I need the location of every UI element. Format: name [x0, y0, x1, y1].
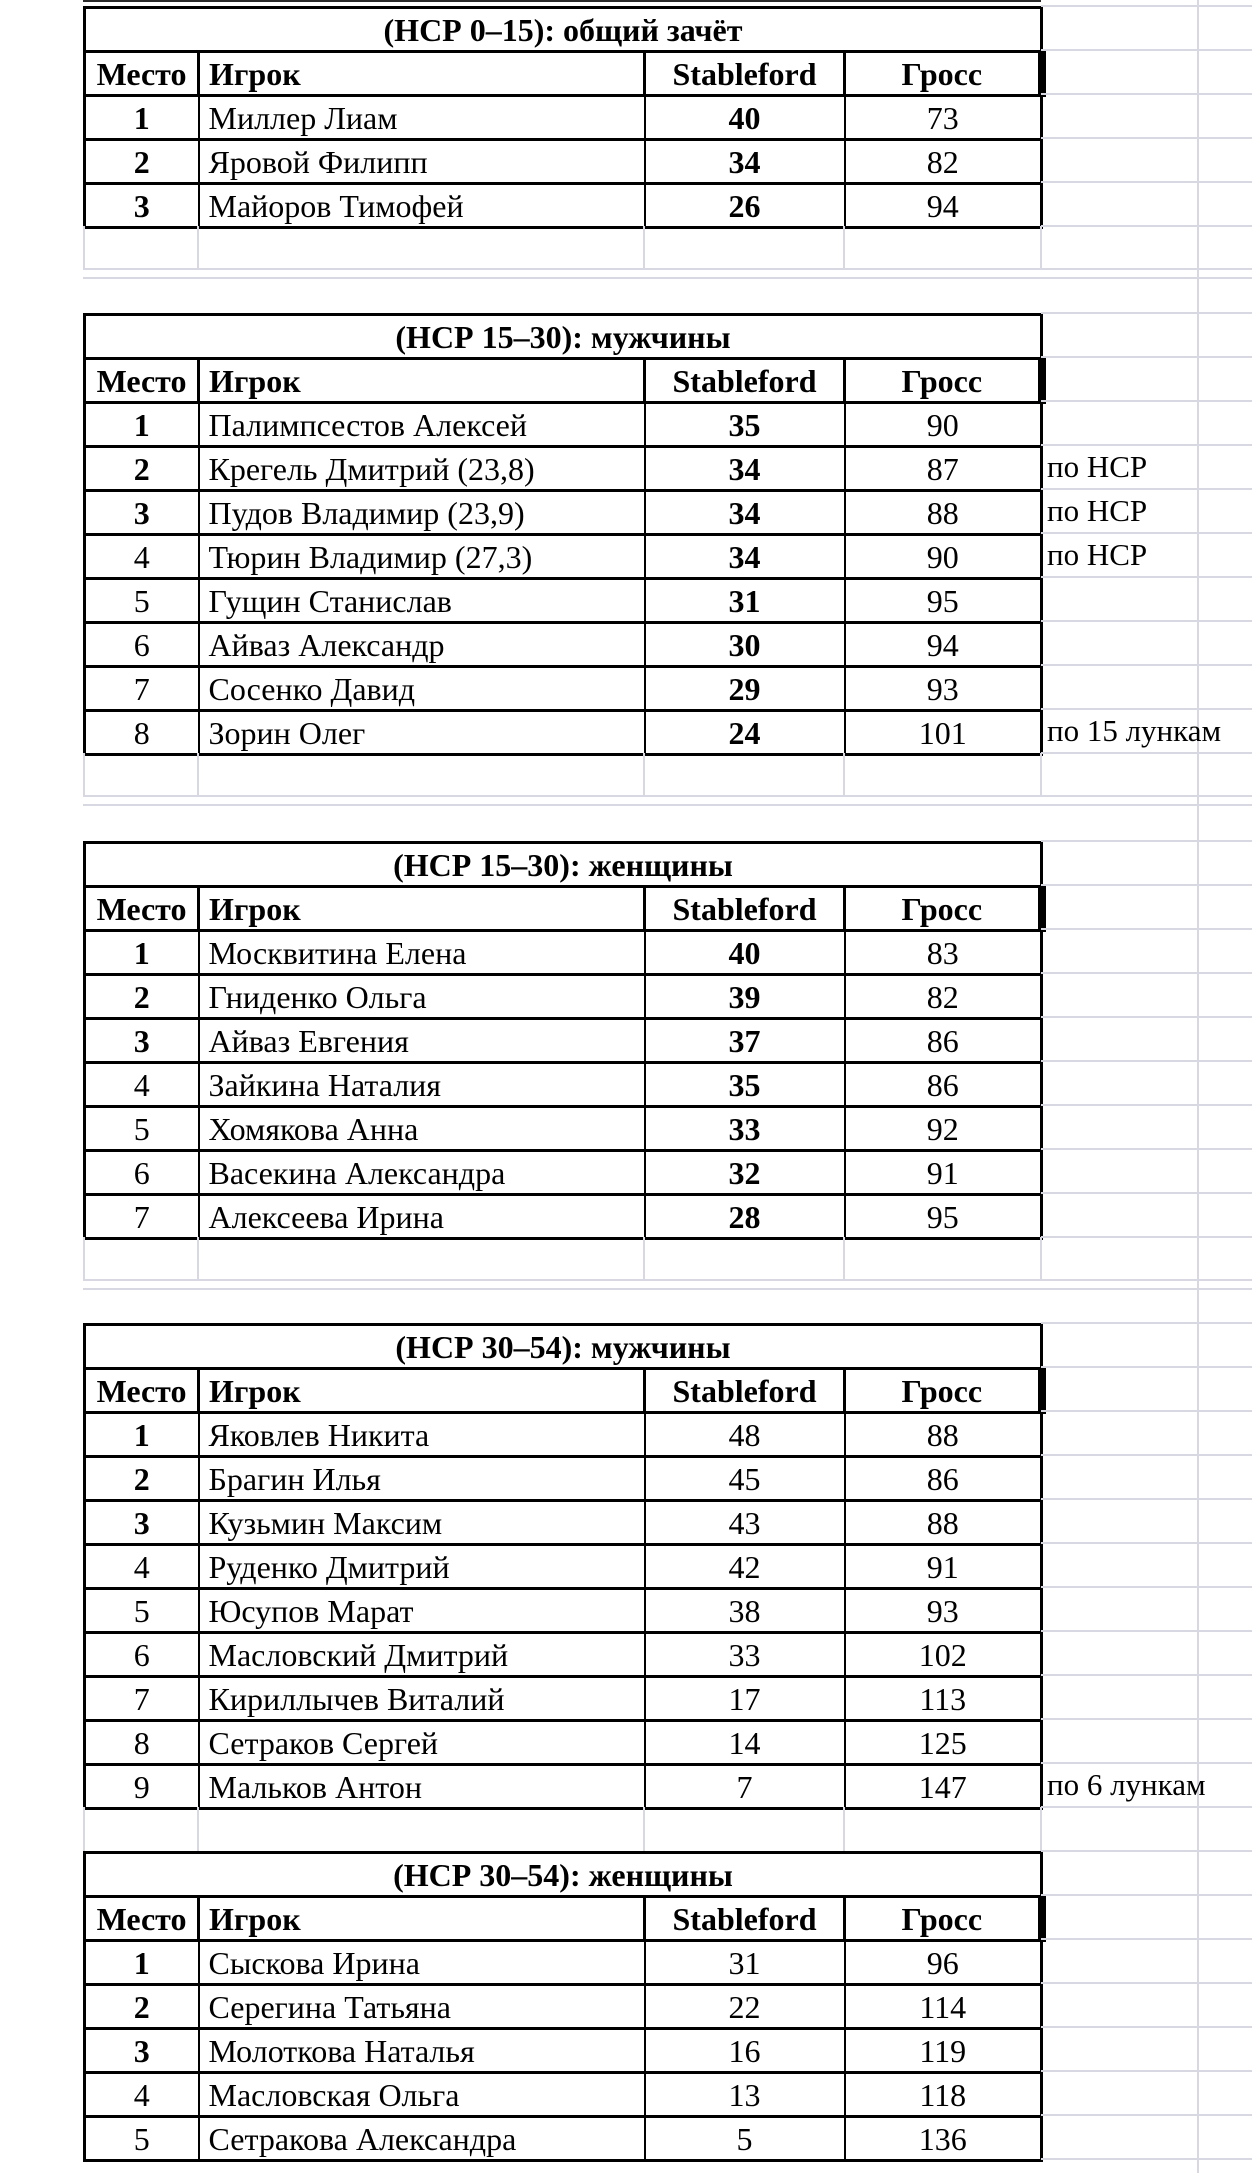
player-cell: Пудов Владимир (23,9): [199, 491, 645, 535]
table-row: [85, 535, 1042, 579]
gridline-h: [1041, 1982, 1252, 1984]
tiebreak-note: по 6 лункам: [1047, 1767, 1206, 1802]
place-cell: 7: [85, 1195, 199, 1239]
gridline-v: [1040, 1237, 1042, 1279]
header-row: [85, 52, 1042, 96]
gross-cell: 136: [845, 2117, 1042, 2161]
results-table-1: [83, 6, 1046, 229]
gross-cell: 102: [845, 1633, 1042, 1677]
player-cell: Миллер Лиам: [199, 96, 645, 140]
gross-cell: 88: [845, 1413, 1042, 1457]
stableford-cell: 26: [645, 184, 845, 228]
table-row: [85, 711, 1042, 755]
gridline-v: [83, 226, 85, 268]
place-cell: 1: [85, 96, 199, 140]
column-header-stableford: Stableford: [645, 359, 845, 403]
gross-cell: 87: [845, 447, 1042, 491]
player-cell: Серегина Татьяна: [199, 1985, 645, 2029]
gross-cell: 93: [845, 1589, 1042, 1633]
table-row: [85, 1151, 1042, 1195]
stableford-cell: 34: [645, 447, 845, 491]
gridline-h: [1041, 884, 1252, 886]
table-row: [85, 96, 1042, 140]
column-header-stableford: Stableford: [645, 887, 845, 931]
place-cell: 5: [85, 579, 199, 623]
column-header-gross: Гросс: [845, 1369, 1042, 1413]
stableford-cell: 34: [645, 140, 845, 184]
gridline-v: [643, 1807, 645, 1851]
gridline-h: [1041, 840, 1252, 842]
table-title: (НСР 0–15): общий зачёт: [85, 8, 1042, 52]
stableford-cell: 13: [645, 2073, 845, 2117]
table-row: [85, 1633, 1042, 1677]
column-header-gross: Гросс: [845, 52, 1042, 96]
gridline-h: [1041, 1410, 1252, 1412]
player-cell: Сетракова Александра: [199, 2117, 645, 2161]
gridline-h: [1041, 1322, 1252, 1324]
place-cell: 1: [85, 1941, 199, 1985]
tiebreak-note: по НСР: [1047, 449, 1148, 484]
gridline-v: [1197, 0, 1199, 2173]
place-cell: 5: [85, 1589, 199, 1633]
gridline-h: [1041, 488, 1252, 490]
header-row: [85, 887, 1042, 931]
place-cell: 4: [85, 1063, 199, 1107]
gridline-v: [643, 226, 645, 268]
place-cell: 2: [85, 975, 199, 1019]
column-header-place: Место: [85, 1369, 199, 1413]
gross-cell: 113: [845, 1677, 1042, 1721]
gridline-h: [1041, 1104, 1252, 1106]
gross-cell: 114: [845, 1985, 1042, 2029]
column-header-stableford: Stableford: [645, 1369, 845, 1413]
table-row: [85, 491, 1042, 535]
gridline-h: [1041, 312, 1252, 314]
place-cell: 5: [85, 1107, 199, 1151]
gridline-h: [83, 804, 1252, 806]
table-title: (НСР 15–30): мужчины: [85, 315, 1042, 359]
header-row: [85, 1369, 1042, 1413]
place-cell: 4: [85, 2073, 199, 2117]
gridline-h: [1041, 1498, 1252, 1500]
gridline-v: [1040, 1807, 1042, 1851]
gridline-h: [1041, 444, 1252, 446]
gross-cell: 91: [845, 1545, 1042, 1589]
place-cell: 8: [85, 1721, 199, 1765]
gridline-h: [1041, 620, 1252, 622]
gridline-v: [197, 1237, 199, 1279]
player-cell: Гниденко Ольга: [199, 975, 645, 1019]
stableford-cell: 24: [645, 711, 845, 755]
table-row: [85, 1721, 1042, 1765]
gridline-h: [1041, 664, 1252, 666]
gridline-h: [1041, 1586, 1252, 1588]
gross-cell: 90: [845, 535, 1042, 579]
tiebreak-note: по 15 лункам: [1047, 713, 1222, 748]
gridline-h: [1041, 1366, 1252, 1368]
stableford-cell: 33: [645, 1633, 845, 1677]
gross-cell: 86: [845, 1019, 1042, 1063]
stableford-cell: 35: [645, 403, 845, 447]
gridline-h: [1041, 752, 1252, 754]
table-row: [85, 1019, 1042, 1063]
column-header-place: Место: [85, 1897, 199, 1941]
gridline-h: [1041, 1630, 1252, 1632]
gridline-v: [843, 1237, 845, 1279]
gridline-h: [1041, 181, 1252, 183]
gridline-v: [83, 1807, 85, 1851]
column-header-player: Игрок: [199, 887, 645, 931]
results-table-3: [83, 841, 1046, 1240]
gridline-v: [197, 753, 199, 795]
gross-cell: 88: [845, 491, 1042, 535]
player-cell: Майоров Тимофей: [199, 184, 645, 228]
gridline-h: [1041, 532, 1252, 534]
gross-cell: 147: [845, 1765, 1042, 1809]
table-title: (НСР 30–54): женщины: [85, 1853, 1042, 1897]
gridline-v: [843, 1807, 845, 1851]
stableford-cell: 33: [645, 1107, 845, 1151]
tiebreak-note: по НСР: [1047, 493, 1148, 528]
table-row: [85, 1107, 1042, 1151]
player-cell: Зайкина Наталия: [199, 1063, 645, 1107]
column-header-player: Игрок: [199, 359, 645, 403]
gross-cell: 93: [845, 667, 1042, 711]
table-row: [85, 2117, 1042, 2161]
table-row: [85, 2029, 1042, 2073]
table-title: (НСР 30–54): мужчины: [85, 1325, 1042, 1369]
stableford-cell: 22: [645, 1985, 845, 2029]
player-cell: Сетраков Сергей: [199, 1721, 645, 1765]
title-row: [85, 315, 1042, 359]
place-cell: 4: [85, 1545, 199, 1589]
player-cell: Гущин Станислав: [199, 579, 645, 623]
player-cell: Палимпсестов Алексей: [199, 403, 645, 447]
gridline-h: [83, 277, 1252, 279]
place-cell: 1: [85, 403, 199, 447]
cut-row-line: [83, 0, 1041, 2]
title-row: [85, 8, 1042, 52]
gridline-h: [83, 1279, 1252, 1281]
gross-cell: 101: [845, 711, 1042, 755]
gridline-v: [197, 226, 199, 268]
gridline-h: [1041, 972, 1252, 974]
stableford-cell: 42: [645, 1545, 845, 1589]
column-header-player: Игрок: [199, 1897, 645, 1941]
gross-cell: 96: [845, 1941, 1042, 1985]
place-cell: 8: [85, 711, 199, 755]
gridline-h: [1041, 1060, 1252, 1062]
player-cell: Яровой Филипп: [199, 140, 645, 184]
gross-cell: 92: [845, 1107, 1042, 1151]
table-row: [85, 184, 1042, 228]
column-header-player: Игрок: [199, 1369, 645, 1413]
gridline-v: [643, 1237, 645, 1279]
column-header-place: Место: [85, 359, 199, 403]
gross-cell: 94: [845, 623, 1042, 667]
gridline-h: [1041, 2026, 1252, 2028]
gridline-h: [83, 795, 1252, 797]
table-row: [85, 623, 1042, 667]
gridline-h: [1041, 1674, 1252, 1676]
gridline-h: [1041, 1762, 1252, 1764]
table-row: [85, 1457, 1042, 1501]
gridline-h: [1041, 225, 1252, 227]
table-row: [85, 1063, 1042, 1107]
player-cell: Сыскова Ирина: [199, 1941, 645, 1985]
place-cell: 3: [85, 1019, 199, 1063]
stableford-cell: 7: [645, 1765, 845, 1809]
gridline-v: [1040, 226, 1042, 268]
player-cell: Хомякова Анна: [199, 1107, 645, 1151]
table-row: [85, 2073, 1042, 2117]
table-row: [85, 1545, 1042, 1589]
gridline-h: [1041, 2158, 1252, 2160]
table-row: [85, 1195, 1042, 1239]
stableford-cell: 39: [645, 975, 845, 1019]
gross-cell: 86: [845, 1457, 1042, 1501]
gridline-h: [1041, 928, 1252, 930]
table-title: (НСР 15–30): женщины: [85, 843, 1042, 887]
gross-cell: 125: [845, 1721, 1042, 1765]
place-cell: 1: [85, 931, 199, 975]
stableford-cell: 16: [645, 2029, 845, 2073]
table-row: [85, 667, 1042, 711]
gross-cell: 95: [845, 1195, 1042, 1239]
player-cell: Зорин Олег: [199, 711, 645, 755]
gross-cell: 90: [845, 403, 1042, 447]
results-table-2: [83, 313, 1046, 756]
gridline-h: [1041, 1148, 1252, 1150]
table-row: [85, 447, 1042, 491]
player-cell: Крегель Дмитрий (23,8): [199, 447, 645, 491]
table-row: [85, 975, 1042, 1019]
header-row: [85, 359, 1042, 403]
place-cell: 2: [85, 447, 199, 491]
gross-cell: 73: [845, 96, 1042, 140]
title-row: [85, 1325, 1042, 1369]
place-cell: 3: [85, 1501, 199, 1545]
place-cell: 6: [85, 1151, 199, 1195]
gridline-h: [1041, 93, 1252, 95]
column-header-stableford: Stableford: [645, 52, 845, 96]
stableford-cell: 40: [645, 931, 845, 975]
place-cell: 3: [85, 2029, 199, 2073]
place-cell: 2: [85, 1457, 199, 1501]
table-row: [85, 140, 1042, 184]
place-cell: 3: [85, 184, 199, 228]
gridline-h: [83, 268, 1252, 270]
player-cell: Сосенко Давид: [199, 667, 645, 711]
gridline-v: [83, 753, 85, 795]
gridline-h: [1041, 708, 1252, 710]
player-cell: Васекина Александра: [199, 1151, 645, 1195]
gridline-h: [1041, 400, 1252, 402]
gross-cell: 82: [845, 975, 1042, 1019]
gridline-h: [1041, 1236, 1252, 1238]
stableford-cell: 37: [645, 1019, 845, 1063]
table-row: [85, 579, 1042, 623]
table-row: [85, 1941, 1042, 1985]
player-cell: Тюрин Владимир (27,3): [199, 535, 645, 579]
gridline-v: [1040, 753, 1042, 795]
gridline-v: [83, 1237, 85, 1279]
place-cell: 5: [85, 2117, 199, 2161]
gross-cell: 95: [845, 579, 1042, 623]
table-row: [85, 1985, 1042, 2029]
column-header-player: Игрок: [199, 52, 645, 96]
place-cell: 2: [85, 140, 199, 184]
gridline-h: [1041, 1806, 1252, 1808]
gridline-v: [843, 753, 845, 795]
column-header-gross: Гросс: [845, 1897, 1042, 1941]
table-row: [85, 403, 1042, 447]
gridline-h: [1041, 1542, 1252, 1544]
place-cell: 6: [85, 1633, 199, 1677]
stableford-cell: 29: [645, 667, 845, 711]
stableford-cell: 40: [645, 96, 845, 140]
title-row: [85, 1853, 1042, 1897]
header-row: [85, 1897, 1042, 1941]
gridline-h: [1041, 2114, 1252, 2116]
player-cell: Кириллычев Виталий: [199, 1677, 645, 1721]
gridline-h: [1041, 356, 1252, 358]
gross-cell: 91: [845, 1151, 1042, 1195]
results-table-5: [83, 1851, 1046, 2162]
gridline-v: [643, 753, 645, 795]
stableford-cell: 43: [645, 1501, 845, 1545]
column-header-gross: Гросс: [845, 887, 1042, 931]
column-header-place: Место: [85, 887, 199, 931]
gross-cell: 88: [845, 1501, 1042, 1545]
gridline-h: [1041, 1850, 1252, 1852]
table-row: [85, 931, 1042, 975]
place-cell: 3: [85, 491, 199, 535]
stableford-cell: 48: [645, 1413, 845, 1457]
player-cell: Айваз Александр: [199, 623, 645, 667]
tiebreak-note: по НСР: [1047, 537, 1148, 572]
stableford-cell: 38: [645, 1589, 845, 1633]
table-row: [85, 1501, 1042, 1545]
gridline-h: [1041, 1016, 1252, 1018]
stableford-cell: 45: [645, 1457, 845, 1501]
stableford-cell: 31: [645, 579, 845, 623]
gridline-h: [1041, 49, 1252, 51]
player-cell: Москвитина Елена: [199, 931, 645, 975]
player-cell: Яковлев Никита: [199, 1413, 645, 1457]
gridline-h: [1041, 576, 1252, 578]
stableford-cell: 17: [645, 1677, 845, 1721]
column-header-place: Место: [85, 52, 199, 96]
gridline-h: [1041, 137, 1252, 139]
stableford-cell: 5: [645, 2117, 845, 2161]
table-row: [85, 1589, 1042, 1633]
stableford-cell: 14: [645, 1721, 845, 1765]
gridline-h: [1041, 5, 1252, 7]
gross-cell: 119: [845, 2029, 1042, 2073]
table-row: [85, 1413, 1042, 1457]
gridline-h: [1041, 1454, 1252, 1456]
results-table-4: [83, 1323, 1046, 1810]
table-row: [85, 1765, 1042, 1809]
player-cell: Молоткова Наталья: [199, 2029, 645, 2073]
player-cell: Масловский Дмитрий: [199, 1633, 645, 1677]
gross-cell: 94: [845, 184, 1042, 228]
gridline-h: [1041, 1894, 1252, 1896]
stableford-cell: 35: [645, 1063, 845, 1107]
gross-cell: 86: [845, 1063, 1042, 1107]
gridline-h: [1041, 1192, 1252, 1194]
stableford-cell: 34: [645, 491, 845, 535]
place-cell: 4: [85, 535, 199, 579]
place-cell: 7: [85, 667, 199, 711]
gross-cell: 82: [845, 140, 1042, 184]
gridline-v: [843, 226, 845, 268]
player-cell: Алексеева Ирина: [199, 1195, 645, 1239]
stableford-cell: 32: [645, 1151, 845, 1195]
stableford-cell: 34: [645, 535, 845, 579]
column-header-stableford: Stableford: [645, 1897, 845, 1941]
gridline-h: [1041, 1718, 1252, 1720]
gridline-h: [1041, 1938, 1252, 1940]
player-cell: Масловская Ольга: [199, 2073, 645, 2117]
place-cell: 2: [85, 1985, 199, 2029]
title-row: [85, 843, 1042, 887]
place-cell: 6: [85, 623, 199, 667]
player-cell: Брагин Илья: [199, 1457, 645, 1501]
place-cell: 9: [85, 1765, 199, 1809]
gridline-v: [197, 1807, 199, 1851]
gross-cell: 118: [845, 2073, 1042, 2117]
gross-cell: 83: [845, 931, 1042, 975]
place-cell: 7: [85, 1677, 199, 1721]
stableford-cell: 30: [645, 623, 845, 667]
player-cell: Айваз Евгения: [199, 1019, 645, 1063]
stableford-cell: 28: [645, 1195, 845, 1239]
stableford-cell: 31: [645, 1941, 845, 1985]
table-row: [85, 1677, 1042, 1721]
gridline-h: [83, 1288, 1252, 1290]
player-cell: Руденко Дмитрий: [199, 1545, 645, 1589]
gridline-h: [1041, 2070, 1252, 2072]
player-cell: Кузьмин Максим: [199, 1501, 645, 1545]
column-header-gross: Гросс: [845, 359, 1042, 403]
player-cell: Мальков Антон: [199, 1765, 645, 1809]
player-cell: Юсупов Марат: [199, 1589, 645, 1633]
place-cell: 1: [85, 1413, 199, 1457]
